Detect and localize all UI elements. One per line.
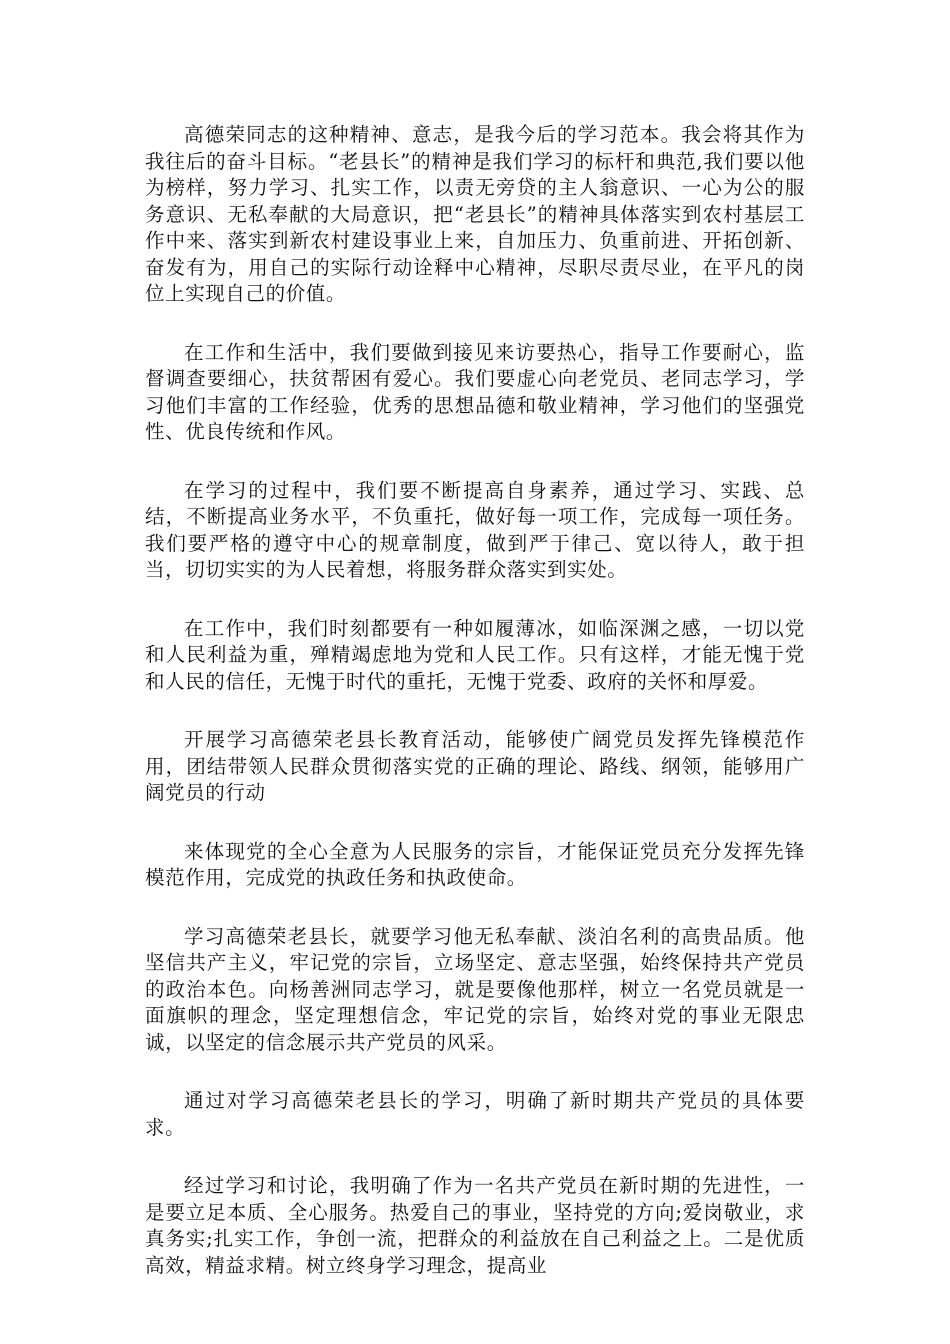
paragraph-3: 在学习的过程中，我们要不断提高自身素养，通过学习、实践、总结，不断提高业务水平，不负重托，做好每一项工作，完成每一项任务。我们要严格的遵守中心的规章制度，做到严于律己、宽以待人，敢于担当，切切实实的为人民着想，将服务群众落实到实处。 xyxy=(145,478,805,581)
document-body xyxy=(145,122,805,1311)
paragraph-1: 高德荣同志的这种精神、意志，是我今后的学习范本。我会将其作为我往后的奋斗目标。“老县长”的精神是我们学习的标杆和典范,我们要以他为榜样，努力学习、扎实工作，以责无旁贷的主人翁意识、一心为公的服务意识、无私奉献的大局意识，把“老县长”的精神具体落实到农村基层工作中来、落实到新农村建设事业上来，自加压力、负重前进、开拓创新、奋发有为，用自己的实际行动诠释中心精神，尽职尽责尽业，在平凡的岗位上实现自己的价值。 xyxy=(145,123,805,305)
paragraph-7: 学习高德荣老县长，就要学习他无私奉献、淡泊名利的高贵品质。他坚信共产主义，牢记党的宗旨，立场坚定、意志坚强，始终保持共产党员的政治本色。向杨善洲同志学习，就是要像他那样，树立一名党员就是一面旗帜的理念，坚定理想信念，牢记党的宗旨，始终对党的事业无限忠诚，以坚定的信念展示共产党员的风采。 xyxy=(145,924,805,1054)
paragraph-6: 来体现党的全心全意为人民服务的宗旨，才能保证党员充分发挥先锋模范作用，完成党的执政任务和执政使命。 xyxy=(145,839,805,889)
paragraph-2: 在工作和生活中，我们要做到接见来访要热心，指导工作要耐心，监督调查要细心，扶贫帮困有爱心。我们要虚心向老党员、老同志学习，学习他们丰富的工作经验，优秀的思想品德和敬业精神，学习他们的坚强党性、优良传统和作风。 xyxy=(145,340,805,443)
paragraph-8: 通过对学习高德荣老县长的学习，明确了新时期共产党员的具体要求。 xyxy=(145,1089,805,1139)
paragraph-5: 开展学习高德荣老县长教育活动，能够使广阔党员发挥先锋模范作用，团结带领人民群众贯彻落实党的正确的理论、路线、纲领，能够用广阔党员的行动 xyxy=(145,728,805,804)
paragraph-4: 在工作中，我们时刻都要有一种如履薄冰，如临深渊之感，一切以党和人民利益为重，殚精竭虑地为党和人民工作。只有这样，才能无愧于党和人民的信任，无愧于时代的重托，无愧于党委、政府的关怀和厚爱。 xyxy=(145,616,805,693)
paragraph-9: 经过学习和讨论，我明确了作为一名共产党员在新时期的先进性，一是要立足本质、全心服务。热爱自己的事业，坚持党的方向;爱岗敬业，求真务实;扎实工作，争创一流，把群众的利益放在自己利益之上。二是优质高效，精益求精。树立终身学习理念，提高业 xyxy=(145,1174,805,1277)
